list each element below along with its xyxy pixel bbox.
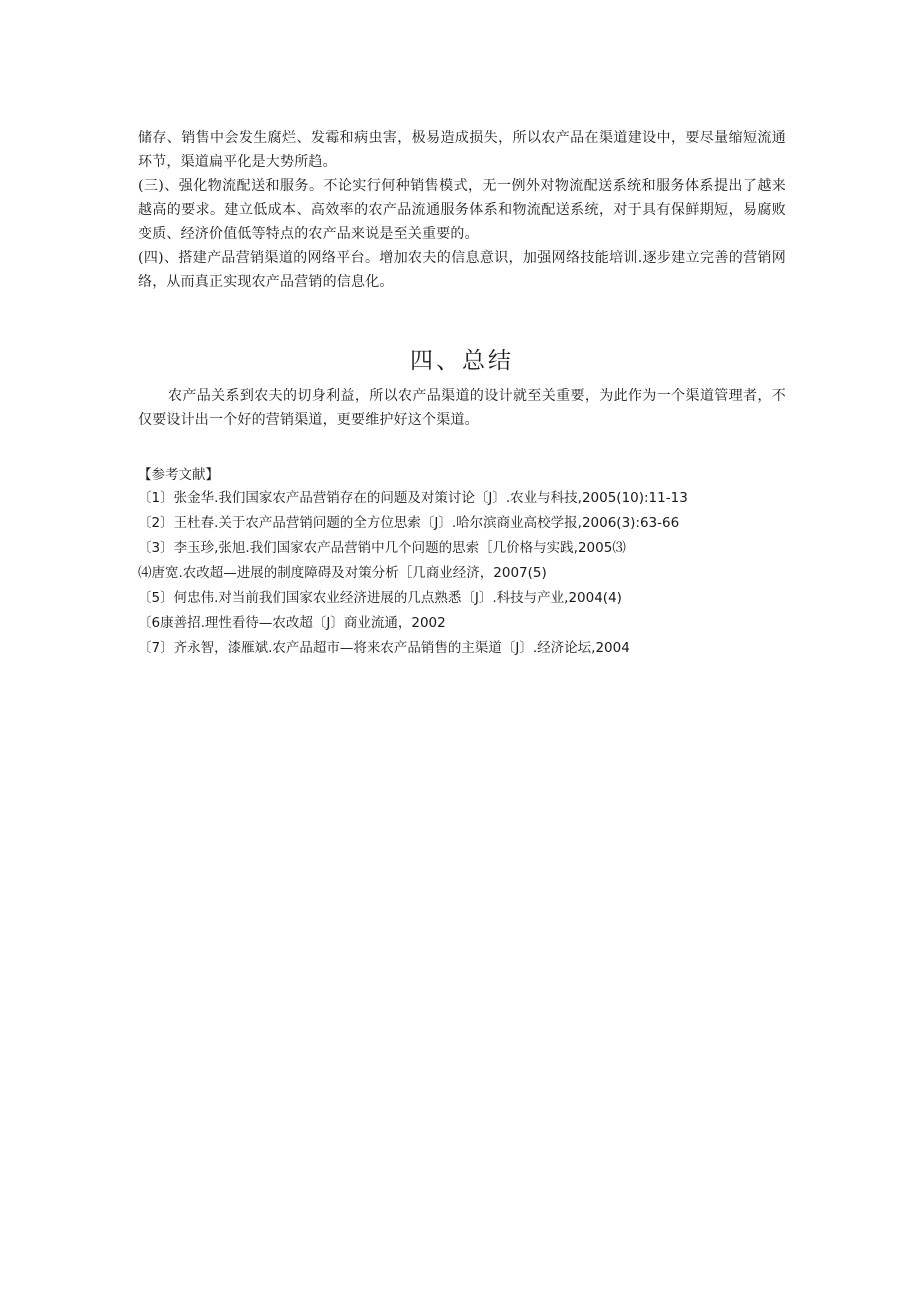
references-list [138,486,786,661]
body-paragraph-1: 储存、销售中会发生腐烂、发霉和病虫害，极易造成损失，所以农产品在渠道建设中，要尽量缩短流通环节，渠道扁平化是大势所趋。 [138,130,786,170]
conclusion-heading: 四、总结 [410,348,514,374]
conclusion-paragraph: 农产品关系到农夫的切身利益，所以农产品渠道的设计就至关重要，为此作为一个渠道管理者，不仅要设计出一个好的营销渠道，更要维护好这个渠道。 [138,388,786,428]
reference-item: 〔1〕张金华.我们国家农产品营销存在的问题及对策讨论〔J〕.农业与科技,2005(10):11-13 [138,490,688,506]
body-paragraph-3: (四)、搭建产品营销渠道的网络平台。增加农夫的信息意识，加强网络技能培训.逐步建立完善的营销网络，从而真正实现农产品营销的信息化。 [138,250,786,290]
reference-item: 〔2〕王杜春.关于农产品营销问题的全方位思索〔J〕.哈尔滨商业高校学报,2006(3):63-66 [138,515,680,531]
document-page [138,126,786,661]
reference-item: 〔3〕李玉珍,张旭.我们国家农产品营销中几个问题的思索［几价格与实践,2005⑶ [138,540,626,556]
references-heading: 【参考文献】 [138,467,219,483]
reference-item: 〔5〕何忠伟.对当前我们国家农业经济进展的几点熟悉〔J〕.科技与产业,2004(4) [138,590,622,606]
reference-item: ⑷唐宽.农改超—进展的制度障碍及对策分析［几商业经济，2007(5) [138,565,547,581]
reference-item: 〔6康善招.理性看待—农改超〔J〕商业流通，2002 [138,615,446,631]
body-paragraph-2: (三)、强化物流配送和服务。不论实行何种销售模式，无一例外对物流配送系统和服务体系提出了越来越高的要求。建立低成本、高效率的农产品流通服务体系和物流配送系统，对于具有保鲜期短，易腐败变质、经济价值低等特点的农产品来说是至关重要的。 [138,178,786,242]
reference-item: 〔7〕齐永智，漆雁斌.农产品超市—将来农产品销售的主渠道〔J〕.经济论坛,2004 [138,640,630,656]
